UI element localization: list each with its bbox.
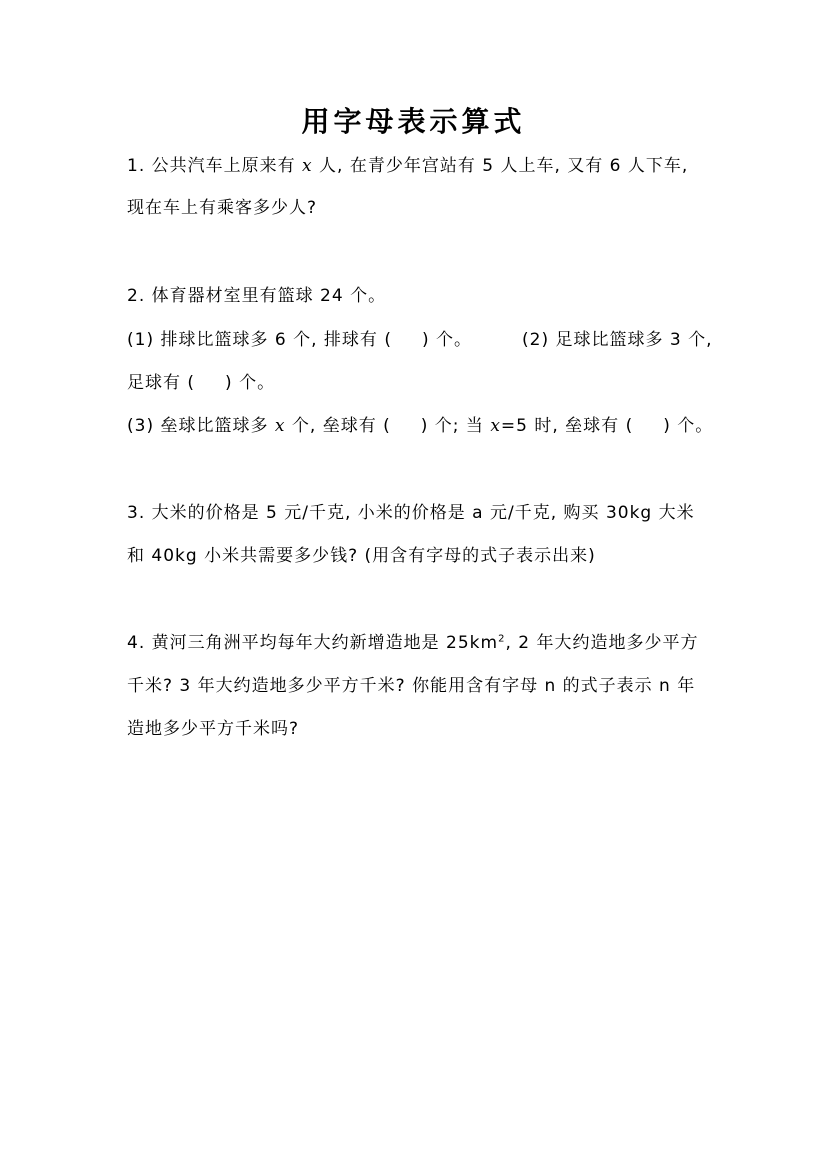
q1-variable-x: x bbox=[302, 156, 313, 176]
q2-part3-text-e: ) 个。 bbox=[663, 416, 714, 436]
q2-part3 bbox=[127, 414, 713, 438]
q2-part2-text-a: (2) 足球比篮球多 3 个, bbox=[522, 330, 713, 350]
q4-line-2: 千米? 3 年大约造地多少平方千米? 你能用含有字母 n 的式子表示 n 年 bbox=[127, 676, 696, 696]
q2-part3-text-c: ) 个; 当 bbox=[420, 416, 484, 436]
q4-line-1 bbox=[127, 631, 698, 655]
q2-part2-text-c: ) 个。 bbox=[225, 373, 276, 393]
page-title: 用字母表示算式 bbox=[301, 105, 526, 138]
q2-part1-text-a: (1) 排球比篮球多 6 个, 排球有 ( bbox=[127, 330, 392, 350]
q4-line-3: 造地多少平方千米吗? bbox=[127, 719, 300, 739]
q2-stem: 2. 体育器材室里有篮球 24 个。 bbox=[127, 286, 387, 306]
q4-text-a: 4. 黄河三角洲平均每年大约新增造地是 25km bbox=[127, 633, 499, 653]
q2-part1-text-b: ) 个。 bbox=[421, 330, 472, 350]
q4-superscript: 2 bbox=[498, 633, 506, 645]
q2-part3-variable-x: x bbox=[274, 416, 286, 436]
q1-line-2: 现在车上有乘客多少人? bbox=[127, 198, 318, 218]
q2-part3-text-d: =5 时, 垒球有 ( bbox=[500, 416, 634, 436]
q2-part2-text-b: 足球有 ( bbox=[127, 373, 196, 393]
q2-parts-1-2 bbox=[127, 328, 713, 352]
q2-part3-variable-x-2: x bbox=[490, 416, 501, 436]
q3-line-2: 和 40kg 小米共需要多少钱? (用含有字母的式子表示出来) bbox=[127, 546, 596, 566]
q2-part2-line-2 bbox=[127, 371, 275, 395]
q2-part3-text-a: (3) 垒球比篮球多 bbox=[127, 416, 269, 436]
q4-text-b: , 2 年大约造地多少平方 bbox=[505, 633, 699, 653]
q3-line-1: 3. 大米的价格是 5 元/千克, 小米的价格是 a 元/千克, 购买 30kg 大米 bbox=[127, 503, 695, 523]
q1-text-a: 1. 公共汽车上原来有 bbox=[127, 156, 296, 176]
q2-part3-text-b: 个, 垒球有 ( bbox=[291, 416, 391, 436]
q1-text-b: 人, 在青少年宫站有 5 人上车, 又有 6 人下车, bbox=[319, 156, 689, 176]
q1-line-1 bbox=[127, 154, 688, 178]
